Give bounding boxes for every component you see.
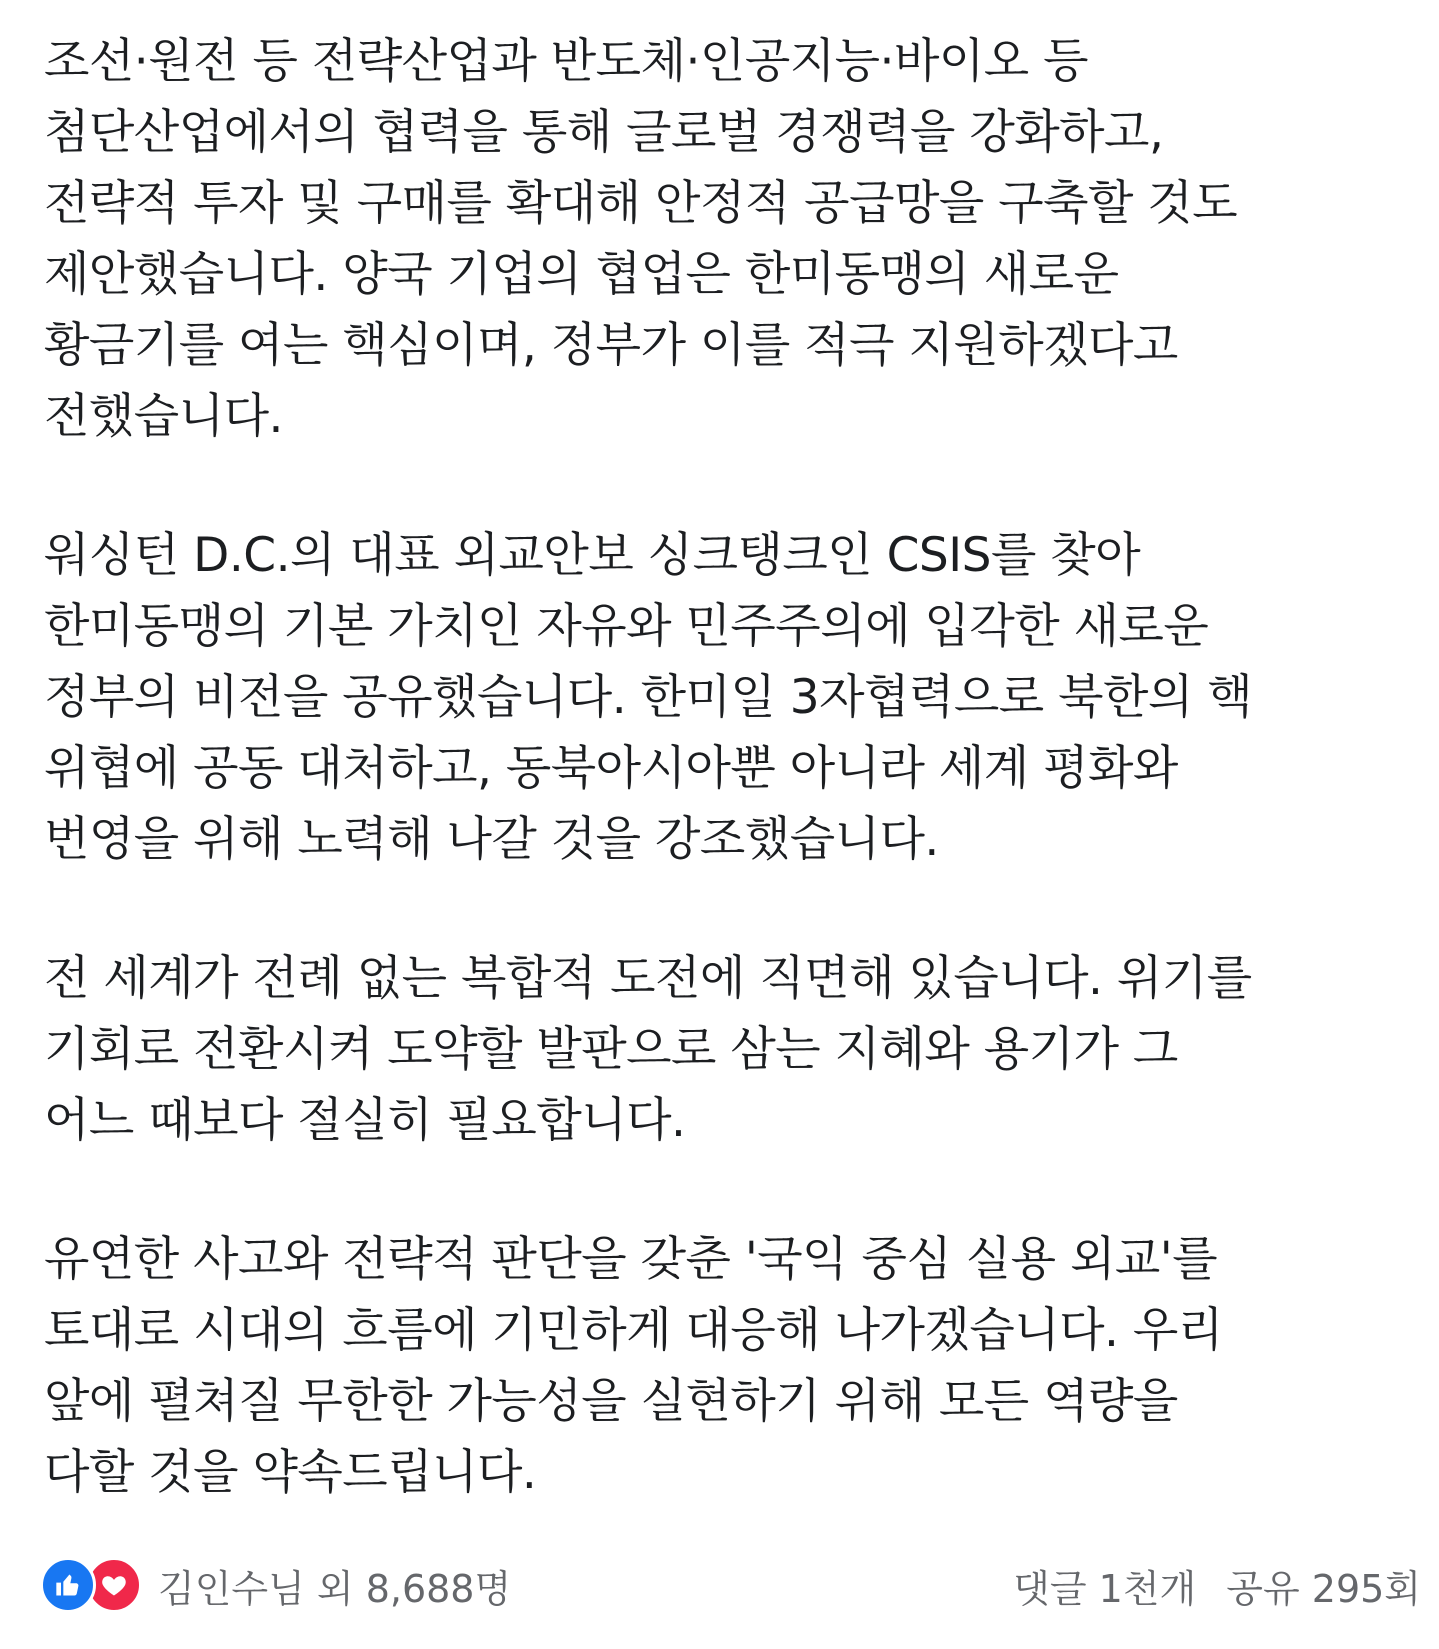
post-paragraph [44, 1224, 1424, 1508]
post-line: 전략적 투자 및 구매를 확대해 안정적 공급망을 구축할 것도 [44, 176, 1238, 231]
post-line: 기회로 전환시켜 도약할 발판으로 삼는 지혜와 용기가 그 [44, 1022, 1178, 1077]
shares-count[interactable]: 공유 295회 [1226, 1566, 1421, 1611]
post-line: 정부의 비전을 공유했습니다. 한미일 3자협력으로 북한의 핵 [44, 670, 1253, 725]
reactions-count[interactable]: 김인수님 외 8,688명 [158, 1566, 512, 1611]
post-line: 제안했습니다. 양국 기업의 협업은 한미동맹의 새로운 [44, 247, 1119, 302]
post-line: 한미동맹의 기본 가치인 자유와 민주주의에 입각한 새로운 [44, 599, 1209, 654]
post-paragraph [44, 520, 1424, 875]
post-line: 다할 것을 약속드립니다. [44, 1445, 537, 1500]
post-line: 첨단산업에서의 협력을 통해 글로벌 경쟁력을 강화하고, [44, 105, 1164, 160]
post-stats [1013, 1558, 1421, 1613]
post-body [44, 26, 1424, 1576]
post-line: 황금기를 여는 핵심이며, 정부가 이를 적극 지원하겠다고 [44, 318, 1178, 373]
post-line: 워싱턴 D.C.의 대표 외교안보 싱크탱크인 CSIS를 찾아 [44, 528, 1141, 583]
post-line: 전 세계가 전례 없는 복합적 도전에 직면해 있습니다. 위기를 [44, 951, 1252, 1006]
post-line: 어느 때보다 절실히 필요합니다. [44, 1093, 686, 1148]
comments-count[interactable]: 댓글 1천개 [1013, 1566, 1197, 1611]
post-line: 위협에 공동 대처하고, 동북아시아뿐 아니라 세계 평화와 [44, 741, 1178, 796]
post-line: 앞에 펼쳐질 무한한 가능성을 실현하기 위해 모든 역량을 [44, 1374, 1178, 1429]
post-footer [40, 1555, 1421, 1615]
reactions-summary[interactable] [40, 1557, 511, 1613]
like-icon[interactable] [40, 1557, 96, 1613]
thumbs-up-glyph [54, 1571, 82, 1599]
post-line: 번영을 위해 노력해 나갈 것을 강조했습니다. [44, 812, 939, 867]
post-paragraph [44, 943, 1424, 1156]
post-line: 조선·원전 등 전략산업과 반도체·인공지능·바이오 등 [44, 34, 1089, 89]
post-line: 토대로 시대의 흐름에 기민하게 대응해 나가겠습니다. 우리 [44, 1303, 1223, 1358]
reaction-icons[interactable] [40, 1557, 142, 1613]
post-line: 유연한 사고와 전략적 판단을 갖춘 '국익 중심 실용 외교'를 [44, 1232, 1218, 1287]
heart-glyph [100, 1571, 128, 1599]
post-line: 전했습니다. [44, 389, 283, 444]
post-paragraph [44, 26, 1424, 452]
